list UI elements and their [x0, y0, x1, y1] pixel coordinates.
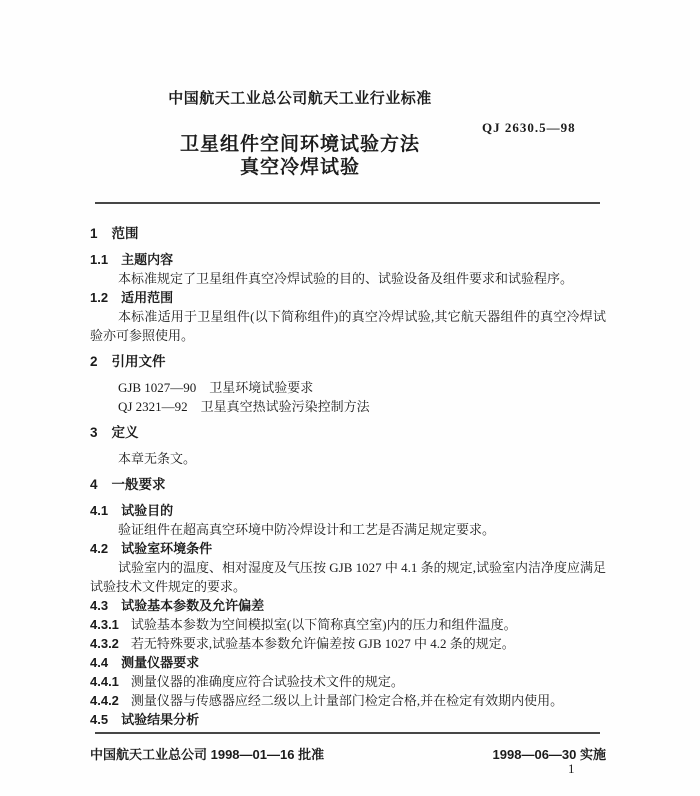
clause: [90, 615, 606, 634]
document-title: [90, 133, 510, 179]
chapter-title: 一般要求: [111, 477, 166, 492]
section-heading: [90, 710, 606, 729]
section-number: 4.3: [90, 598, 109, 613]
reference-item: GJB 1027—90 卫星环境试验要求: [117, 380, 314, 395]
section-title: 试验室环境条件: [121, 541, 213, 556]
paragraph: 本标准适用于卫星组件(以下简称组件)的真空冷焊试验,其它航天器组件的真空冷焊试验亦可参照使用。: [90, 309, 606, 343]
clause: [90, 672, 606, 691]
header-rule: [95, 202, 600, 204]
section-heading: [90, 539, 606, 558]
paragraph: 验证组件在超高真空环境中防冷焊设计和工艺是否满足规定要求。: [117, 522, 495, 537]
section-number: 4.1: [90, 503, 109, 518]
clause-text: 若无特殊要求,试验基本参数允许偏差按 GJB 1027 中 4.2 条的规定。: [130, 636, 515, 651]
section-heading: [90, 653, 606, 672]
clause-number: 4.3.2: [90, 636, 119, 651]
clause-number: 4.4.2: [90, 693, 119, 708]
reference-item: QJ 2321—92 卫星真空热试验污染控制方法: [117, 399, 370, 414]
implementation-statement: 1998—06—30 实施: [492, 747, 606, 762]
section-number: 4.2: [90, 541, 109, 556]
section-number: 1.1: [90, 252, 109, 267]
section-title: 主题内容: [121, 252, 174, 267]
document-title-line-2: 真空冷焊试验: [239, 157, 360, 178]
document-body: [90, 217, 606, 729]
standard-org-line: 中国航天工业总公司航天工业行业标准: [168, 90, 432, 107]
chapter-heading: [90, 352, 606, 371]
footer: [90, 744, 606, 763]
chapter-number: 3: [90, 425, 98, 440]
paragraph: 试验室内的温度、相对湿度及气压按 GJB 1027 中 4.1 条的规定,试验室内洁净度应满足试验技术文件规定的要求。: [90, 560, 606, 594]
approval-statement: 中国航天工业总公司 1998—01—16 批准: [90, 747, 325, 762]
chapter-title: 定义: [111, 425, 139, 440]
chapter-heading: [90, 224, 606, 243]
standard-number: QJ 2630.5—98: [482, 120, 576, 135]
paragraph: 本章无条文。: [117, 451, 196, 466]
section-number: 4.5: [90, 712, 109, 727]
clause-number: 4.3.1: [90, 617, 119, 632]
clause-number: 4.4.1: [90, 674, 119, 689]
section-heading: [90, 288, 606, 307]
chapter-number: 4: [90, 477, 98, 492]
clause-text: 测量仪器与传感器应经二级以上计量部门检定合格,并在检定有效期内使用。: [130, 693, 564, 708]
page-number: 1: [568, 761, 575, 776]
chapter-heading: [90, 423, 606, 442]
section-number: 4.4: [90, 655, 109, 670]
clause-text: 试验基本参数为空间模拟室(以下简称真空室)内的压力和组件温度。: [130, 617, 517, 632]
section-heading: [90, 501, 606, 520]
section-heading: [90, 596, 606, 615]
chapter-number: 2: [90, 354, 98, 369]
section-title: 试验基本参数及允许偏差: [121, 598, 265, 613]
clause: [90, 634, 606, 653]
chapter-number: 1: [90, 226, 98, 241]
chapter-title: 范围: [111, 226, 139, 241]
section-title: 试验结果分析: [121, 712, 200, 727]
paragraph: 本标准规定了卫星组件真空冷焊试验的目的、试验设备及组件要求和试验程序。: [117, 271, 573, 286]
section-heading: [90, 250, 606, 269]
clause-text: 测量仪器的准确度应符合试验技术文件的规定。: [130, 674, 404, 689]
section-number: 1.2: [90, 290, 109, 305]
section-title: 适用范围: [121, 290, 174, 305]
section-title: 试验目的: [121, 503, 174, 518]
section-title: 测量仪器要求: [121, 655, 200, 670]
footer-rule: [95, 732, 600, 734]
document-title-line-1: 卫星组件空间环境试验方法: [179, 134, 420, 155]
chapter-heading: [90, 475, 606, 494]
chapter-title: 引用文件: [111, 354, 166, 369]
clause: [90, 691, 606, 710]
